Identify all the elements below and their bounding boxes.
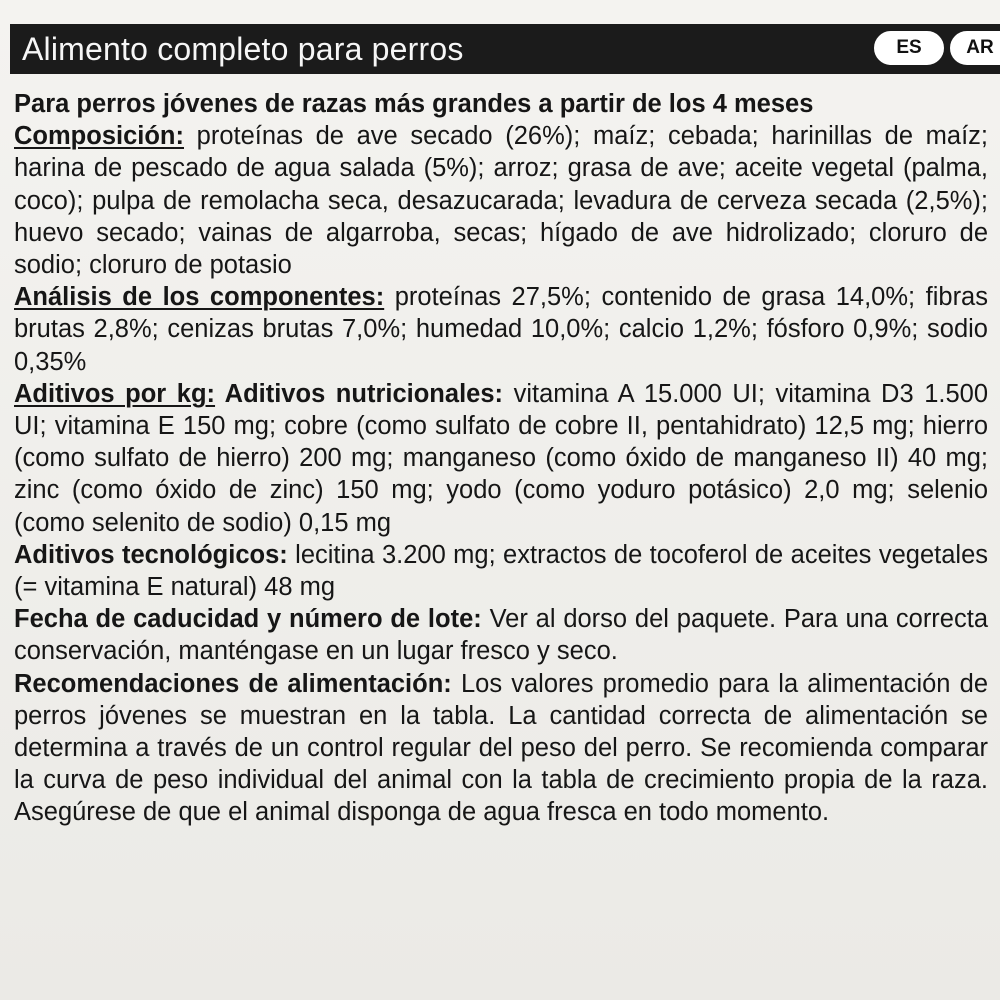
- analysis-heading: Análisis de los componentes:: [14, 283, 385, 312]
- additives-heading: Aditivos por kg:: [14, 379, 216, 408]
- feeding-heading: Recomendaciones de alimentación:: [14, 669, 452, 698]
- feeding-text: Los valores promedio para la alimentación de perros jóvenes se muestran en la tabla. La cantidad correcta de alimentación se determina a través de un control regular del peso del perro. Se recomienda comparar la curva de peso individual del animal con la tabla de crecimiento propia de la raza. Asegúrese de que el animal disponga de agua fresca en todo momento.: [14, 669, 988, 827]
- expiry-text: Ver al dorso del paquete. Para una correcta conservación, manténgase en un lugar fresco y seco.: [14, 605, 988, 666]
- technological-additives-text: lecitina 3.200 mg; extractos de tocoferol de aceites vegetales (= vitamina E natural) 48 mg: [14, 540, 988, 602]
- label-body: [14, 88, 988, 829]
- composition-section: [14, 120, 988, 281]
- additives-section: [14, 378, 988, 539]
- analysis-section: [14, 281, 988, 378]
- additives-text: vitamina A 15.000 UI; vitamina D3 1.500 UI; vitamina E 150 mg; cobre (como sulfato de cobre II, pentahidrato) 12,5 mg; hierro (como sulfato de hierro) 200 mg; manganeso (como óxido de manganeso II) 40 mg; zinc (como óxido de zinc) 150 mg; yodo (como yoduro potásico) 2,0 mg; selenio (como selenito de sodio) 0,15 mg: [14, 379, 989, 537]
- expiry-section: [14, 603, 988, 667]
- product-subtitle: Para perros jóvenes de razas más grandes a partir de los 4 meses: [14, 90, 814, 118]
- language-badge-es: ES: [874, 31, 944, 65]
- technological-additives-section: [14, 539, 988, 603]
- header-bar: [10, 24, 1000, 74]
- label-title: Alimento completo para perros: [22, 30, 464, 67]
- composition-text: proteínas de ave secado (26%); maíz; cebada; harinillas de maíz; harina de pescado de agua salada (5%); arroz; grasa de ave; aceite vegetal (palma, coco); pulpa de remolacha seca, desazucarada; levadura de cerveza secada (2,5%); huevo secado; vainas de algarroba, secas; hígado de ave hidrolizado; cloruro de sodio; cloruro de potasio: [14, 122, 988, 280]
- technological-additives-heading: Aditivos tecnológicos:: [14, 540, 288, 569]
- analysis-text: proteínas 27,5%; contenido de grasa 14,0%; fibras brutas 2,8%; cenizas brutas 7,0%; humedad 10,0%; calcio 1,2%; fósforo 0,9%; sodio 0,35%: [14, 283, 988, 376]
- nutritional-additives-heading: Aditivos nutricionales:: [215, 379, 504, 408]
- feeding-section: [14, 668, 988, 829]
- expiry-heading: Fecha de caducidad y número de lote:: [14, 605, 482, 634]
- composition-heading: Composición:: [14, 122, 184, 151]
- language-badge-ar: AR: [950, 31, 1000, 65]
